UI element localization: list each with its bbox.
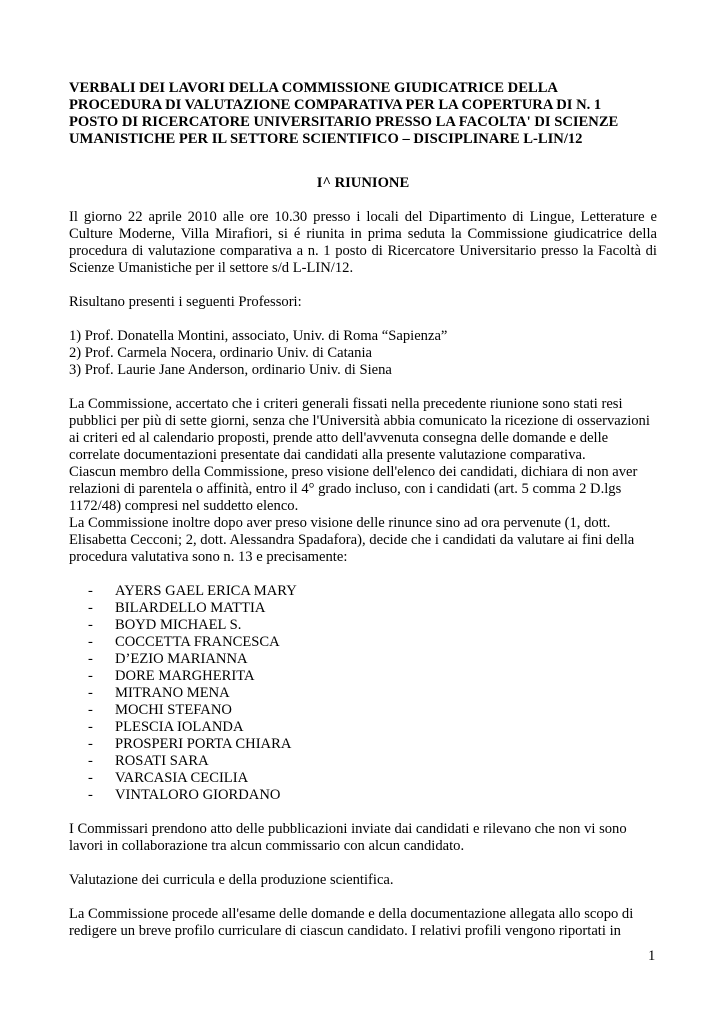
paragraph-line: lavori in collaborazione tra alcun commissario con alcun candidato.	[69, 838, 465, 854]
page-number: 1	[648, 948, 656, 964]
list-item	[69, 753, 657, 770]
present-intro: Risultano presenti i seguenti Professori:	[69, 294, 302, 310]
candidate-name: BILARDELLO MATTIA	[115, 600, 266, 616]
candidate-name: PLESCIA IOLANDA	[115, 719, 244, 735]
candidate-name: MITRANO MENA	[115, 685, 230, 701]
professor-item: 3) Prof. Laurie Jane Anderson, ordinario Univ. di Siena	[69, 362, 392, 378]
list-dash: -	[88, 668, 93, 684]
paragraph-line: pubblici per più di sette giorni, senza che l'Università abbia comunicato la ricezione di osservazioni	[69, 413, 650, 429]
paragraph-line: 1172/48) compresi nel suddetto elenco.	[69, 498, 299, 514]
list-dash: -	[88, 719, 93, 735]
intro-paragraph: Il giorno 22 aprile 2010 alle ore 10.30 presso i locali del Dipartimento di Lingue, Letterature e Culture Moderne, Villa Mirafiori, si é riunita in prima seduta la Commissione giudicatrice della procedura di valutazione comparativa a n. 1 posto di Ricercatore Universitario presso la Facoltà di Scienze Umanistiche per il settore s/d L-LIN/12.	[69, 209, 657, 276]
candidate-name: DORE MARGHERITA	[115, 668, 255, 684]
list-dash: -	[88, 736, 93, 752]
list-item	[69, 634, 657, 651]
list-dash: -	[88, 583, 93, 599]
document-body	[69, 80, 657, 940]
paragraph-line: redigere un breve profilo curriculare di ciascun candidato. I relativi profili vengono riportati in	[69, 923, 621, 939]
candidate-name: D’EZIO MARIANNA	[115, 651, 248, 667]
list-item	[69, 702, 657, 719]
candidate-name: COCCETTA FRANCESCA	[115, 634, 280, 650]
list-dash: -	[88, 787, 93, 803]
list-item	[69, 617, 657, 634]
list-item	[69, 736, 657, 753]
list-dash: -	[88, 651, 93, 667]
curricula-heading: Valutazione dei curricula e della produzione scientifica.	[69, 872, 394, 888]
candidate-name: BOYD MICHAEL S.	[115, 617, 242, 633]
paragraph-line: I Commissari prendono atto delle pubblicazioni inviate dai candidati e rilevano che non vi sono	[69, 821, 627, 837]
list-dash: -	[88, 770, 93, 786]
title-line: POSTO DI RICERCATORE UNIVERSITARIO PRESSO LA FACOLTA' DI SCIENZE	[69, 114, 619, 130]
candidate-name: AYERS GAEL ERICA MARY	[115, 583, 297, 599]
candidate-name: VARCASIA CECILIA	[115, 770, 249, 786]
professor-item: 1) Prof. Donatella Montini, associato, Univ. di Roma “Sapienza”	[69, 328, 448, 344]
list-item	[69, 685, 657, 702]
paragraph-line: relazioni di parentela o affinità, entro il 4° grado incluso, con i candidati (art. 5 comma 2 D.lgs	[69, 481, 622, 497]
professor-item: 2) Prof. Carmela Nocera, ordinario Univ. di Catania	[69, 345, 372, 361]
list-dash: -	[88, 685, 93, 701]
candidate-name: ROSATI SARA	[115, 753, 209, 769]
title-line: PROCEDURA DI VALUTAZIONE COMPARATIVA PER LA COPERTURA DI N. 1	[69, 97, 602, 113]
title-line: UMANISTICHE PER IL SETTORE SCIENTIFICO – DISCIPLINARE L-LIN/12	[69, 131, 583, 147]
paragraph-line: Ciascun membro della Commissione, preso visione dell'elenco dei candidati, dichiara di non aver	[69, 464, 638, 480]
paragraph-line: Elisabetta Cecconi; 2, dott. Alessandra Spadafora), decide che i candidati da valutare ai fini della	[69, 532, 635, 548]
paragraph-line: procedura valutativa sono n. 13 e precisamente:	[69, 549, 348, 565]
list-item	[69, 668, 657, 685]
publications-paragraph	[69, 821, 657, 855]
list-item	[69, 787, 657, 804]
candidate-name: VINTALORO GIORDANO	[115, 787, 281, 803]
paragraph-line: La Commissione, accertato che i criteri generali fissati nella precedente riunione sono stati resi	[69, 396, 623, 412]
list-dash: -	[88, 600, 93, 616]
list-item	[69, 583, 657, 600]
paragraph-line: ai criteri ed al calendario proposti, prende atto dell'avvenuta consegna delle domande e delle	[69, 430, 609, 446]
paragraph-line: La Commissione inoltre dopo aver preso visione delle rinunce sino ad ora pervenute (1, dott.	[69, 515, 611, 531]
list-dash: -	[88, 634, 93, 650]
list-item	[69, 719, 657, 736]
commission-paragraph	[69, 396, 657, 566]
candidate-name: MOCHI STEFANO	[115, 702, 232, 718]
list-item	[69, 651, 657, 668]
document-title	[69, 80, 657, 148]
list-dash: -	[88, 702, 93, 718]
paragraph-line: correlate documentazioni presentate dai candidati alla presente valutazione comparativa.	[69, 447, 586, 463]
candidates-list	[69, 583, 657, 804]
list-dash: -	[88, 617, 93, 633]
list-dash: -	[88, 753, 93, 769]
title-line: VERBALI DEI LAVORI DELLA COMMISSIONE GIUDICATRICE DELLA	[69, 80, 558, 96]
list-item	[69, 600, 657, 617]
candidate-name: PROSPERI PORTA CHIARA	[115, 736, 292, 752]
professors-list	[69, 328, 657, 379]
paragraph-line: La Commissione procede all'esame delle domande e della documentazione allegata allo scopo di	[69, 906, 634, 922]
final-paragraph	[69, 906, 657, 940]
list-item	[69, 770, 657, 787]
meeting-heading: I^ RIUNIONE	[316, 175, 410, 191]
